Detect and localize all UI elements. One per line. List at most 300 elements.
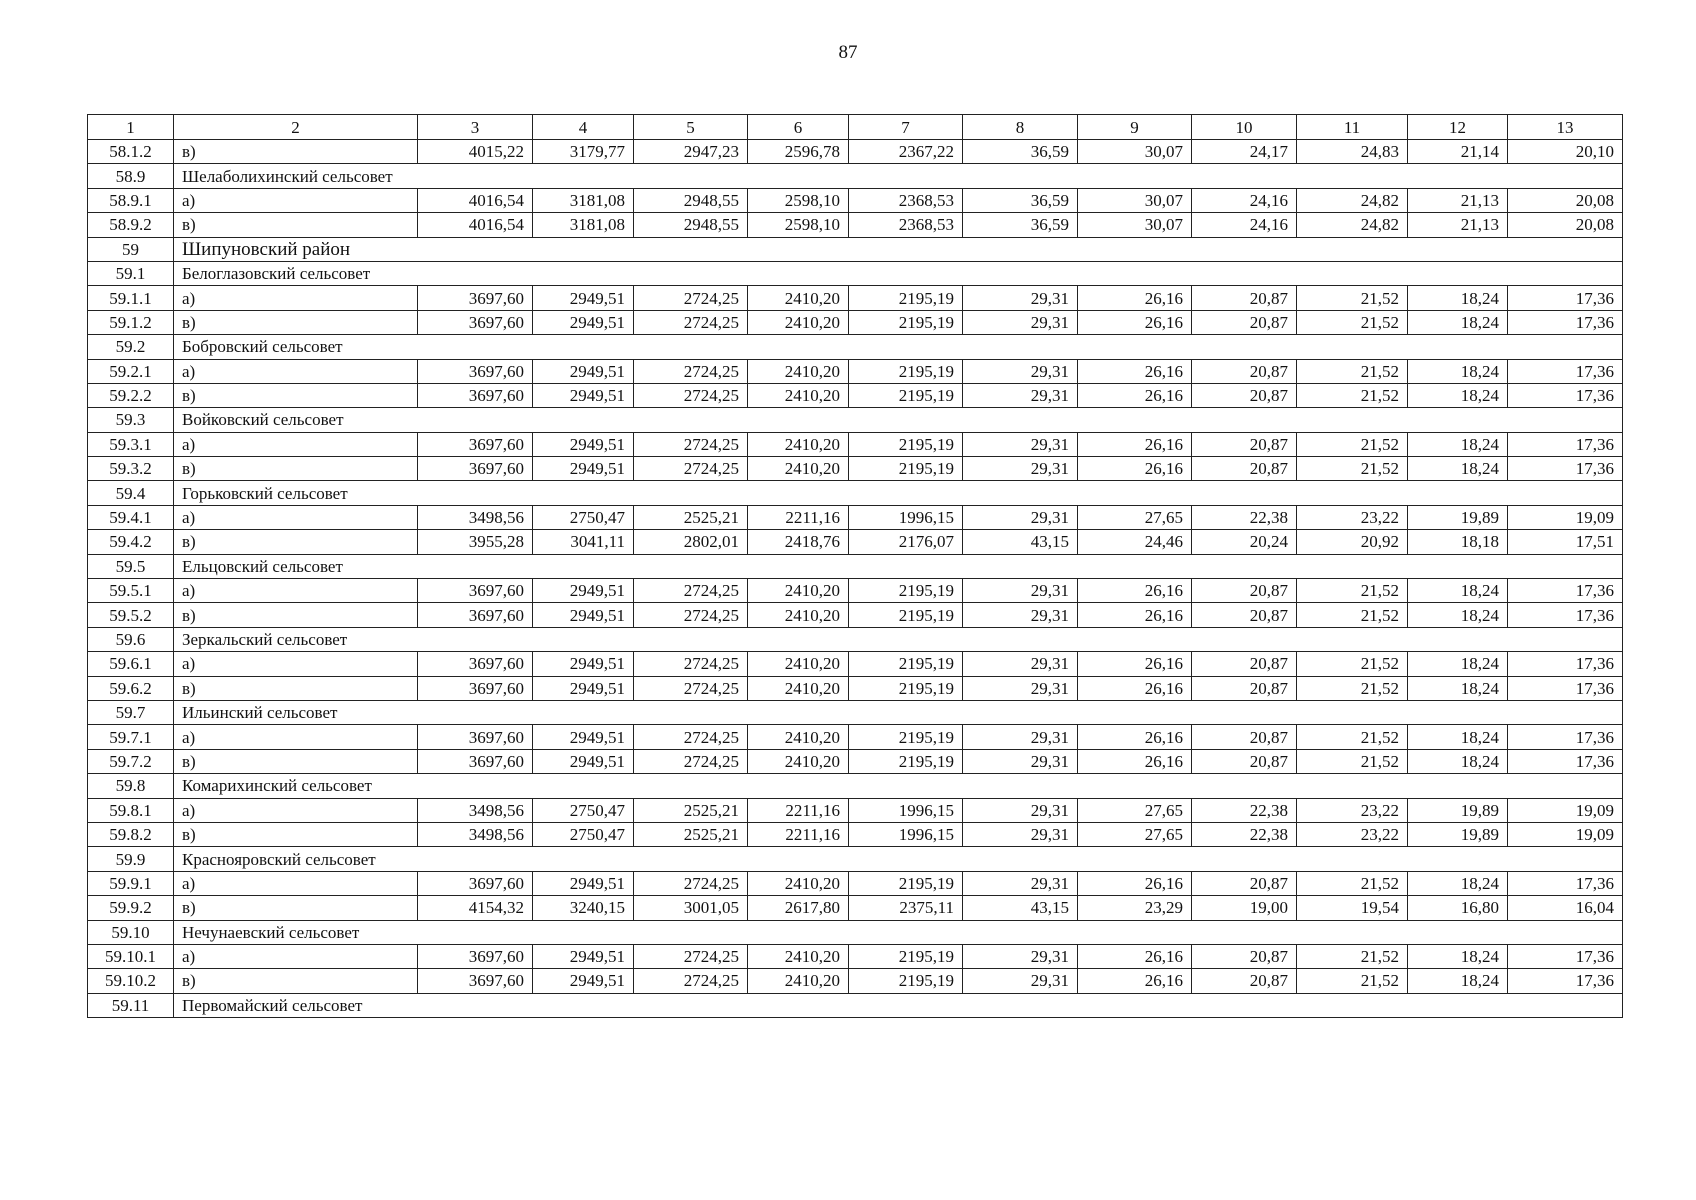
section-row xyxy=(88,627,1623,651)
value-cell: 17,36 xyxy=(1508,749,1623,773)
value-cell: 3181,08 xyxy=(533,188,634,212)
value-cell: 20,92 xyxy=(1297,530,1408,554)
row-label: а) xyxy=(174,652,418,676)
value-cell: 21,52 xyxy=(1297,944,1408,968)
value-cell: 2195,19 xyxy=(849,383,963,407)
table-row xyxy=(88,457,1623,481)
value-cell: 2195,19 xyxy=(849,676,963,700)
value-cell: 1996,15 xyxy=(849,505,963,529)
value-cell: 26,16 xyxy=(1078,725,1192,749)
value-cell: 18,24 xyxy=(1408,871,1508,895)
row-code: 59.8.2 xyxy=(88,822,174,846)
value-cell: 29,31 xyxy=(963,579,1078,603)
value-cell: 21,52 xyxy=(1297,871,1408,895)
value-cell: 3498,56 xyxy=(418,505,533,529)
section-row xyxy=(88,700,1623,724)
value-cell: 21,14 xyxy=(1408,140,1508,164)
value-cell: 26,16 xyxy=(1078,944,1192,968)
value-cell: 3697,60 xyxy=(418,944,533,968)
value-cell: 24,83 xyxy=(1297,140,1408,164)
value-cell: 19,09 xyxy=(1508,822,1623,846)
column-number-header: 6 xyxy=(748,115,849,140)
section-row xyxy=(88,335,1623,359)
value-cell: 2410,20 xyxy=(748,359,849,383)
value-cell: 2949,51 xyxy=(533,676,634,700)
value-cell: 18,24 xyxy=(1408,432,1508,456)
row-label: в) xyxy=(174,383,418,407)
district-row xyxy=(88,237,1623,261)
value-cell: 2195,19 xyxy=(849,457,963,481)
table-row xyxy=(88,383,1623,407)
row-label: в) xyxy=(174,457,418,481)
value-cell: 18,18 xyxy=(1408,530,1508,554)
value-cell: 3697,60 xyxy=(418,676,533,700)
section-row xyxy=(88,408,1623,432)
row-code: 59.4 xyxy=(88,481,174,505)
value-cell: 24,17 xyxy=(1192,140,1297,164)
row-code: 59.9.1 xyxy=(88,871,174,895)
column-number-header: 3 xyxy=(418,115,533,140)
table-row xyxy=(88,530,1623,554)
row-code: 58.9 xyxy=(88,164,174,188)
value-cell: 19,89 xyxy=(1408,505,1508,529)
value-cell: 29,31 xyxy=(963,676,1078,700)
value-cell: 20,10 xyxy=(1508,140,1623,164)
value-cell: 2410,20 xyxy=(748,871,849,895)
value-cell: 3955,28 xyxy=(418,530,533,554)
value-cell: 29,31 xyxy=(963,383,1078,407)
value-cell: 17,36 xyxy=(1508,725,1623,749)
value-cell: 17,36 xyxy=(1508,944,1623,968)
value-cell: 3697,60 xyxy=(418,969,533,993)
column-number-header: 5 xyxy=(634,115,748,140)
row-code: 59.5.1 xyxy=(88,579,174,603)
value-cell: 26,16 xyxy=(1078,969,1192,993)
value-cell: 2750,47 xyxy=(533,505,634,529)
row-code: 59.9 xyxy=(88,847,174,871)
value-cell: 3697,60 xyxy=(418,310,533,334)
value-cell: 2724,25 xyxy=(634,603,748,627)
section-row xyxy=(88,847,1623,871)
value-cell: 27,65 xyxy=(1078,822,1192,846)
value-cell: 18,24 xyxy=(1408,676,1508,700)
value-cell: 2949,51 xyxy=(533,457,634,481)
table-row xyxy=(88,749,1623,773)
value-cell: 29,31 xyxy=(963,286,1078,310)
value-cell: 3697,60 xyxy=(418,871,533,895)
value-cell: 20,87 xyxy=(1192,871,1297,895)
value-cell: 2596,78 xyxy=(748,140,849,164)
row-code: 59.11 xyxy=(88,993,174,1017)
value-cell: 29,31 xyxy=(963,432,1078,456)
column-number-header: 4 xyxy=(533,115,634,140)
value-cell: 29,31 xyxy=(963,310,1078,334)
section-name: Нечунаевский сельсовет xyxy=(174,920,1623,944)
value-cell: 23,22 xyxy=(1297,822,1408,846)
value-cell: 2724,25 xyxy=(634,579,748,603)
table-row xyxy=(88,798,1623,822)
table-row xyxy=(88,676,1623,700)
value-cell: 2525,21 xyxy=(634,798,748,822)
value-cell: 2949,51 xyxy=(533,969,634,993)
value-cell: 22,38 xyxy=(1192,505,1297,529)
value-cell: 19,89 xyxy=(1408,798,1508,822)
value-cell: 2410,20 xyxy=(748,579,849,603)
table-row xyxy=(88,725,1623,749)
value-cell: 26,16 xyxy=(1078,603,1192,627)
table-row xyxy=(88,505,1623,529)
row-label: а) xyxy=(174,798,418,822)
value-cell: 18,24 xyxy=(1408,652,1508,676)
value-cell: 20,87 xyxy=(1192,383,1297,407)
value-cell: 2949,51 xyxy=(533,652,634,676)
value-cell: 1996,15 xyxy=(849,798,963,822)
column-number-header: 13 xyxy=(1508,115,1623,140)
column-number-header: 7 xyxy=(849,115,963,140)
value-cell: 2948,55 xyxy=(634,188,748,212)
section-name: Бобровский сельсовет xyxy=(174,335,1623,359)
value-cell: 27,65 xyxy=(1078,505,1192,529)
value-cell: 3697,60 xyxy=(418,383,533,407)
value-cell: 21,52 xyxy=(1297,383,1408,407)
value-cell: 2211,16 xyxy=(748,505,849,529)
value-cell: 36,59 xyxy=(963,188,1078,212)
value-cell: 23,22 xyxy=(1297,798,1408,822)
value-cell: 17,36 xyxy=(1508,286,1623,310)
row-code: 59.7.1 xyxy=(88,725,174,749)
value-cell: 24,16 xyxy=(1192,213,1297,237)
value-cell: 20,87 xyxy=(1192,603,1297,627)
value-cell: 2410,20 xyxy=(748,676,849,700)
value-cell: 18,24 xyxy=(1408,310,1508,334)
value-cell: 2949,51 xyxy=(533,749,634,773)
value-cell: 27,65 xyxy=(1078,798,1192,822)
district-name: Шипуновский район xyxy=(174,237,1623,261)
value-cell: 2410,20 xyxy=(748,432,849,456)
value-cell: 2410,20 xyxy=(748,944,849,968)
value-cell: 17,36 xyxy=(1508,457,1623,481)
value-cell: 17,36 xyxy=(1508,676,1623,700)
value-cell: 29,31 xyxy=(963,969,1078,993)
value-cell: 18,24 xyxy=(1408,286,1508,310)
column-number-header: 8 xyxy=(963,115,1078,140)
value-cell: 2525,21 xyxy=(634,822,748,846)
value-cell: 2947,23 xyxy=(634,140,748,164)
value-cell: 26,16 xyxy=(1078,676,1192,700)
section-name: Шелаболихинский сельсовет xyxy=(174,164,1623,188)
value-cell: 20,08 xyxy=(1508,188,1623,212)
value-cell: 2410,20 xyxy=(748,652,849,676)
value-cell: 17,51 xyxy=(1508,530,1623,554)
value-cell: 23,22 xyxy=(1297,505,1408,529)
row-code: 59 xyxy=(88,237,174,261)
row-label: в) xyxy=(174,822,418,846)
value-cell: 2211,16 xyxy=(748,822,849,846)
value-cell: 17,36 xyxy=(1508,432,1623,456)
row-code: 59.2.2 xyxy=(88,383,174,407)
value-cell: 2410,20 xyxy=(748,286,849,310)
section-row xyxy=(88,554,1623,578)
value-cell: 18,24 xyxy=(1408,579,1508,603)
section-row xyxy=(88,920,1623,944)
value-cell: 17,36 xyxy=(1508,652,1623,676)
value-cell: 21,52 xyxy=(1297,676,1408,700)
value-cell: 2410,20 xyxy=(748,749,849,773)
value-cell: 2410,20 xyxy=(748,310,849,334)
value-cell: 2949,51 xyxy=(533,871,634,895)
value-cell: 2410,20 xyxy=(748,969,849,993)
value-cell: 2617,80 xyxy=(748,896,849,920)
value-cell: 2949,51 xyxy=(533,383,634,407)
value-cell: 30,07 xyxy=(1078,140,1192,164)
value-cell: 26,16 xyxy=(1078,383,1192,407)
value-cell: 2949,51 xyxy=(533,286,634,310)
table-row xyxy=(88,944,1623,968)
value-cell: 19,09 xyxy=(1508,505,1623,529)
table-row xyxy=(88,969,1623,993)
value-cell: 21,52 xyxy=(1297,749,1408,773)
value-cell: 29,31 xyxy=(963,871,1078,895)
value-cell: 2949,51 xyxy=(533,579,634,603)
section-row xyxy=(88,261,1623,285)
value-cell: 2375,11 xyxy=(849,896,963,920)
row-label: а) xyxy=(174,432,418,456)
table-row xyxy=(88,286,1623,310)
value-cell: 26,16 xyxy=(1078,432,1192,456)
value-cell: 26,16 xyxy=(1078,749,1192,773)
value-cell: 18,24 xyxy=(1408,944,1508,968)
section-row xyxy=(88,993,1623,1017)
value-cell: 2195,19 xyxy=(849,432,963,456)
value-cell: 2410,20 xyxy=(748,383,849,407)
value-cell: 3240,15 xyxy=(533,896,634,920)
value-cell: 2195,19 xyxy=(849,725,963,749)
row-code: 59.6.1 xyxy=(88,652,174,676)
row-code: 59.6 xyxy=(88,627,174,651)
value-cell: 20,87 xyxy=(1192,310,1297,334)
value-cell: 18,24 xyxy=(1408,359,1508,383)
value-cell: 26,16 xyxy=(1078,871,1192,895)
value-cell: 22,38 xyxy=(1192,798,1297,822)
value-cell: 26,16 xyxy=(1078,286,1192,310)
value-cell: 2598,10 xyxy=(748,188,849,212)
value-cell: 2525,21 xyxy=(634,505,748,529)
value-cell: 2724,25 xyxy=(634,457,748,481)
value-cell: 2195,19 xyxy=(849,749,963,773)
value-cell: 2195,19 xyxy=(849,359,963,383)
row-label: а) xyxy=(174,286,418,310)
value-cell: 2724,25 xyxy=(634,432,748,456)
value-cell: 2368,53 xyxy=(849,213,963,237)
value-cell: 19,09 xyxy=(1508,798,1623,822)
value-cell: 17,36 xyxy=(1508,359,1623,383)
value-cell: 3498,56 xyxy=(418,822,533,846)
value-cell: 2195,19 xyxy=(849,310,963,334)
value-cell: 2724,25 xyxy=(634,359,748,383)
value-cell: 2195,19 xyxy=(849,944,963,968)
row-label: а) xyxy=(174,725,418,749)
value-cell: 26,16 xyxy=(1078,652,1192,676)
value-cell: 29,31 xyxy=(963,798,1078,822)
row-label: в) xyxy=(174,530,418,554)
row-label: в) xyxy=(174,749,418,773)
value-cell: 21,52 xyxy=(1297,310,1408,334)
column-number-header: 11 xyxy=(1297,115,1408,140)
value-cell: 29,31 xyxy=(963,652,1078,676)
value-cell: 2724,25 xyxy=(634,383,748,407)
row-code: 59.1 xyxy=(88,261,174,285)
value-cell: 18,24 xyxy=(1408,457,1508,481)
section-name: Белоглазовский сельсовет xyxy=(174,261,1623,285)
row-label: в) xyxy=(174,969,418,993)
row-label: а) xyxy=(174,505,418,529)
row-label: в) xyxy=(174,603,418,627)
value-cell: 21,52 xyxy=(1297,603,1408,627)
value-cell: 2724,25 xyxy=(634,652,748,676)
value-cell: 19,54 xyxy=(1297,896,1408,920)
value-cell: 2418,76 xyxy=(748,530,849,554)
value-cell: 17,36 xyxy=(1508,603,1623,627)
section-name: Краснояровский сельсовет xyxy=(174,847,1623,871)
section-row xyxy=(88,481,1623,505)
row-code: 59.4.2 xyxy=(88,530,174,554)
row-code: 58.9.2 xyxy=(88,213,174,237)
section-row xyxy=(88,774,1623,798)
table-row xyxy=(88,359,1623,383)
value-cell: 18,24 xyxy=(1408,749,1508,773)
value-cell: 2802,01 xyxy=(634,530,748,554)
value-cell: 26,16 xyxy=(1078,310,1192,334)
section-name: Ельцовский сельсовет xyxy=(174,554,1623,578)
row-label: в) xyxy=(174,896,418,920)
value-cell: 17,36 xyxy=(1508,579,1623,603)
table-row xyxy=(88,896,1623,920)
value-cell: 2195,19 xyxy=(849,652,963,676)
value-cell: 17,36 xyxy=(1508,383,1623,407)
value-cell: 43,15 xyxy=(963,530,1078,554)
value-cell: 17,36 xyxy=(1508,871,1623,895)
value-cell: 1996,15 xyxy=(849,822,963,846)
value-cell: 3498,56 xyxy=(418,798,533,822)
table-row xyxy=(88,871,1623,895)
value-cell: 2195,19 xyxy=(849,871,963,895)
row-code: 59.8.1 xyxy=(88,798,174,822)
row-code: 59.2 xyxy=(88,335,174,359)
value-cell: 21,13 xyxy=(1408,188,1508,212)
value-cell: 3041,11 xyxy=(533,530,634,554)
value-cell: 2195,19 xyxy=(849,286,963,310)
page-number: 87 xyxy=(838,42,858,63)
value-cell: 24,46 xyxy=(1078,530,1192,554)
table-row xyxy=(88,310,1623,334)
row-code: 59.5.2 xyxy=(88,603,174,627)
section-name: Ильинский сельсовет xyxy=(174,700,1623,724)
value-cell: 19,89 xyxy=(1408,822,1508,846)
column-number-row xyxy=(88,115,1623,140)
value-cell: 2211,16 xyxy=(748,798,849,822)
row-code: 59.3.2 xyxy=(88,457,174,481)
value-cell: 4015,22 xyxy=(418,140,533,164)
section-name: Первомайский сельсовет xyxy=(174,993,1623,1017)
value-cell: 2949,51 xyxy=(533,725,634,749)
column-number-header: 10 xyxy=(1192,115,1297,140)
value-cell: 3001,05 xyxy=(634,896,748,920)
value-cell: 2750,47 xyxy=(533,822,634,846)
row-label: а) xyxy=(174,944,418,968)
value-cell: 2724,25 xyxy=(634,286,748,310)
table-row xyxy=(88,140,1623,164)
row-code: 59.1.1 xyxy=(88,286,174,310)
row-code: 59.2.1 xyxy=(88,359,174,383)
value-cell: 3181,08 xyxy=(533,213,634,237)
value-cell: 2195,19 xyxy=(849,969,963,993)
value-cell: 20,87 xyxy=(1192,457,1297,481)
row-label: в) xyxy=(174,140,418,164)
value-cell: 2750,47 xyxy=(533,798,634,822)
row-code: 59.10 xyxy=(88,920,174,944)
value-cell: 2368,53 xyxy=(849,188,963,212)
value-cell: 20,87 xyxy=(1192,944,1297,968)
row-code: 59.8 xyxy=(88,774,174,798)
value-cell: 20,87 xyxy=(1192,676,1297,700)
value-cell: 36,59 xyxy=(963,140,1078,164)
row-label: а) xyxy=(174,359,418,383)
value-cell: 3697,60 xyxy=(418,457,533,481)
row-label: в) xyxy=(174,676,418,700)
value-cell: 20,87 xyxy=(1192,359,1297,383)
value-cell: 2724,25 xyxy=(634,676,748,700)
value-cell: 29,31 xyxy=(963,822,1078,846)
value-cell: 21,52 xyxy=(1297,286,1408,310)
row-code: 59.1.2 xyxy=(88,310,174,334)
row-label: в) xyxy=(174,213,418,237)
section-name: Войковский сельсовет xyxy=(174,408,1623,432)
value-cell: 2724,25 xyxy=(634,749,748,773)
value-cell: 20,24 xyxy=(1192,530,1297,554)
value-cell: 18,24 xyxy=(1408,725,1508,749)
row-code: 59.7.2 xyxy=(88,749,174,773)
value-cell: 20,87 xyxy=(1192,579,1297,603)
value-cell: 29,31 xyxy=(963,725,1078,749)
value-cell: 29,31 xyxy=(963,505,1078,529)
value-cell: 3697,60 xyxy=(418,603,533,627)
value-cell: 29,31 xyxy=(963,457,1078,481)
value-cell: 4154,32 xyxy=(418,896,533,920)
section-name: Комарихинский сельсовет xyxy=(174,774,1623,798)
section-row xyxy=(88,164,1623,188)
value-cell: 24,82 xyxy=(1297,213,1408,237)
section-name: Горьковский сельсовет xyxy=(174,481,1623,505)
value-cell: 3179,77 xyxy=(533,140,634,164)
value-cell: 3697,60 xyxy=(418,749,533,773)
value-cell: 18,24 xyxy=(1408,603,1508,627)
row-label: а) xyxy=(174,579,418,603)
table-row xyxy=(88,579,1623,603)
table-row xyxy=(88,432,1623,456)
table-row xyxy=(88,603,1623,627)
column-number-header: 2 xyxy=(174,115,418,140)
value-cell: 2724,25 xyxy=(634,944,748,968)
row-code: 59.7 xyxy=(88,700,174,724)
value-cell: 3697,60 xyxy=(418,359,533,383)
tariff-table xyxy=(87,114,1623,1018)
row-code: 58.1.2 xyxy=(88,140,174,164)
row-code: 59.10.2 xyxy=(88,969,174,993)
value-cell: 43,15 xyxy=(963,896,1078,920)
value-cell: 29,31 xyxy=(963,749,1078,773)
value-cell: 26,16 xyxy=(1078,579,1192,603)
value-cell: 2949,51 xyxy=(533,944,634,968)
